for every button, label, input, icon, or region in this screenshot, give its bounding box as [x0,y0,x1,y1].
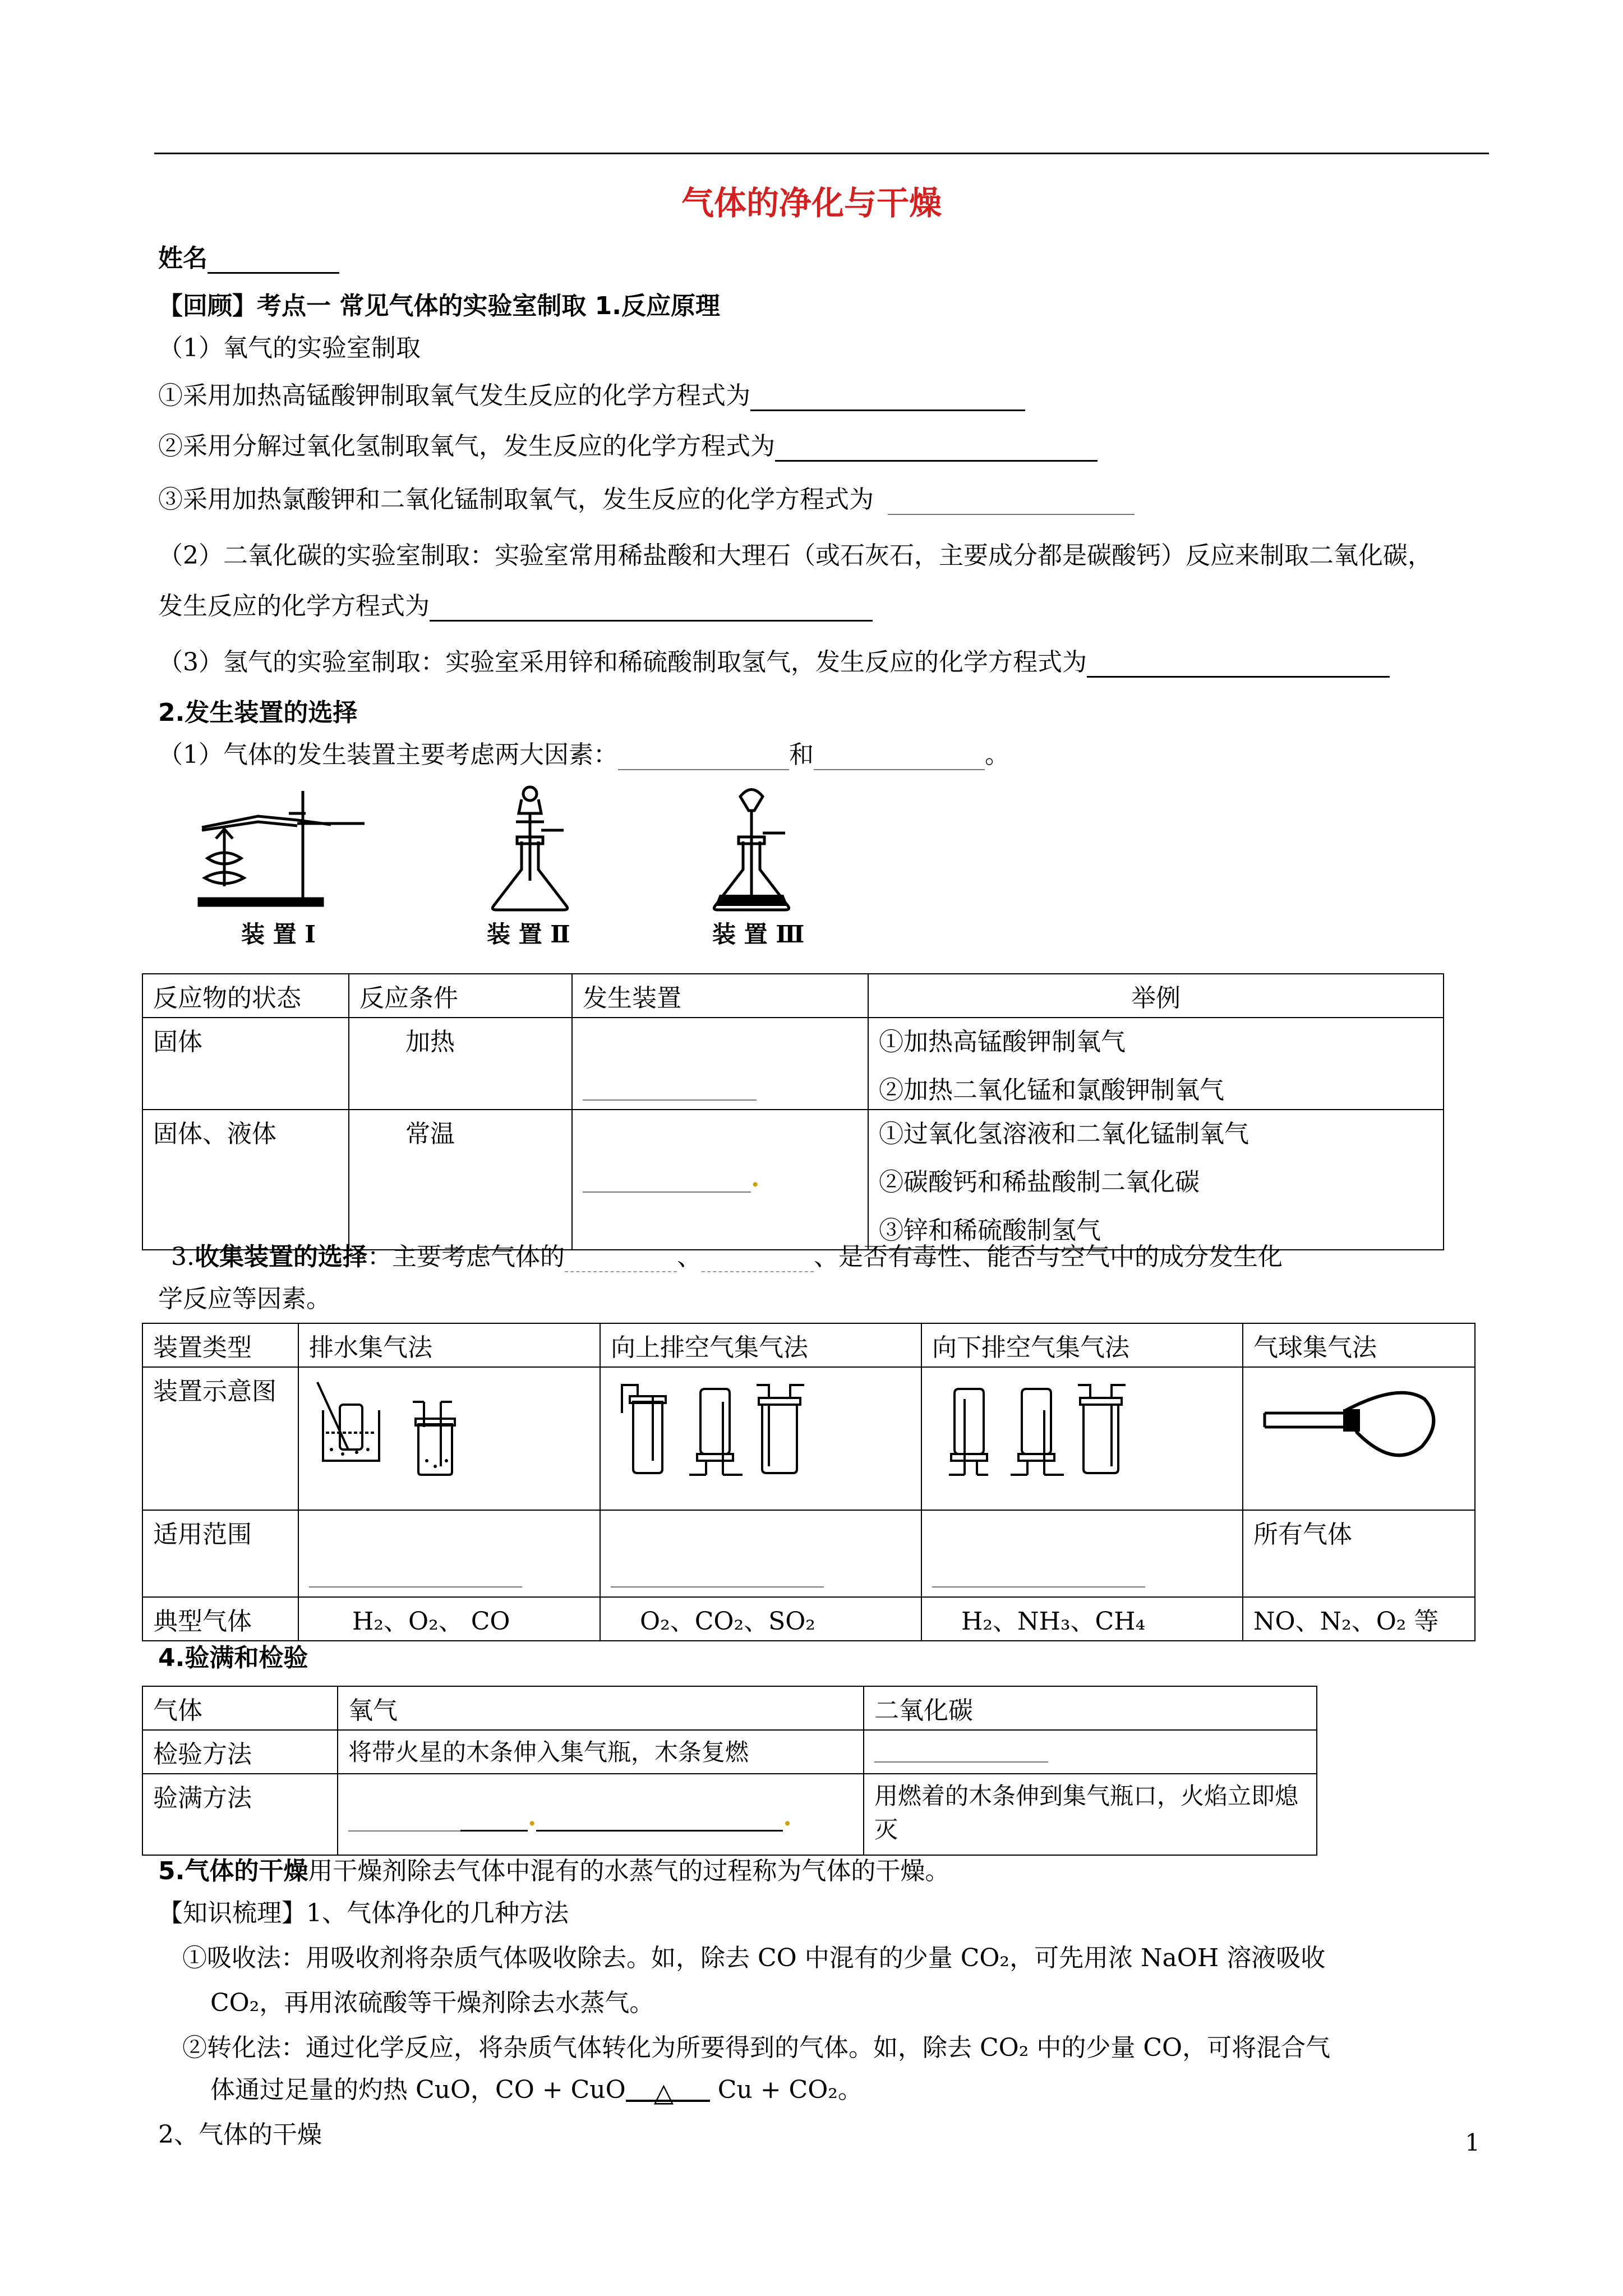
collection-table [142,1323,1476,1641]
condition-cell: 常温 [349,1110,572,1250]
header-cell: 气体 [142,1686,338,1730]
co2-line-1: （2）二氧化碳的实验室制取：实验室常用稀盐酸和大理石（或石灰石，主要成分都是碳酸钙）反应来制取二氧化碳， [158,541,1432,570]
oxygen-item-1 [158,381,1025,411]
method2-line2 [210,2076,863,2108]
full-co2-cell: 用燃着的木条伸到集气瓶口，火焰立即熄灭 [864,1774,1317,1855]
heat-condition [626,2077,710,2108]
factors-line [158,740,1009,770]
test-co2-cell [864,1730,1317,1774]
scope-cell: 所有气体 [1243,1510,1475,1597]
apparatus-3-drawing [714,790,789,910]
header-cell: 反应条件 [349,974,572,1018]
answer-blank[interactable] [618,747,789,770]
h2-line [158,648,1390,678]
state-cell: 固体 [142,1018,349,1110]
downward-air-diagram [932,1371,1156,1483]
answer-blank[interactable] [814,747,985,770]
table-row [142,1110,1444,1250]
answer-blank[interactable] [702,1249,814,1272]
answer-blank[interactable] [583,1099,757,1101]
water-displacement-diagram [309,1371,477,1483]
test-label-cell: 检验方法 [142,1730,338,1774]
name-line [158,244,339,274]
factors-prefix: （1）气体的发生装置主要考虑两大因素： [158,740,618,769]
generation-table [142,973,1444,1250]
balloon-diagram [1253,1371,1455,1483]
answer-blank[interactable] [348,1830,460,1832]
header-cell: 二氧化碳 [864,1686,1317,1730]
section3-bold: 收集装置的选择 [194,1243,367,1271]
page-title: 气体的净化与干燥 [681,184,942,222]
example-item: ③锌和稀硫酸制氢气 [879,1216,1101,1245]
marker-dot: . [751,1164,760,1193]
section3-num: 3. [171,1243,195,1271]
example-item: ②碳酸钙和稀盐酸制二氧化碳 [879,1168,1200,1197]
section2-heading: 2.发生装置的选择 [158,698,358,727]
page-number: 1 [1465,2129,1480,2156]
section5-bold: 5.气体的干燥 [158,1857,308,1885]
answer-blank[interactable] [874,1739,1048,1763]
header-cell: 发生装置 [572,974,868,1018]
test-table [142,1686,1317,1856]
answer-blank[interactable] [309,1586,522,1588]
scope-label-cell: 适用范围 [142,1510,298,1597]
scope-cell [921,1510,1243,1597]
section3-heading [171,1243,1283,1272]
apparatus-2-drawing [492,787,567,910]
example-item: ①加热高锰酸钾制氧气 [879,1028,1126,1056]
typical-cell: O₂、CO₂、SO₂ [600,1597,921,1641]
section3-sep: 、 [676,1243,702,1271]
condition-cell: 加热 [349,1018,572,1110]
drying-heading: 2、气体的干燥 [158,2120,322,2149]
answer-blank[interactable] [1087,654,1390,678]
diagram-label-cell: 装置示意图 [142,1367,298,1510]
oxygen-item-1-text: ①采用加热高锰酸钾制取氧气发生反应的化学方程式为 [158,381,750,410]
apparatus-label-3: 装 置 Ⅲ [712,921,805,948]
table-header-row [142,1323,1475,1367]
typical-cell: H₂、O₂、 CO [298,1597,600,1641]
diagram-cell [600,1367,921,1510]
method1-line1: ①吸收法：用吸收剂将杂质气体吸收除去。如，除去 CO 中混有的少量 CO₂，可先用浓 NaOH 溶液吸收 [182,1944,1326,1972]
table-row [142,1510,1475,1597]
co2-line-2 [158,592,873,622]
review-heading: 【回顾】考点一 常见气体的实验室制取 1.反应原理 [158,292,720,320]
example-item: ②加热二氧化锰和氯酸钾制氧气 [879,1076,1224,1105]
diagram-cell [298,1367,600,1510]
header-cell: 气球集气法 [1243,1323,1475,1367]
heat-triangle-icon: △ [653,2077,674,2108]
example-cell [868,1110,1444,1250]
apparatus-answer-cell [572,1110,868,1250]
table-row [142,1774,1317,1855]
section3-line2: 学反应等因素。 [158,1285,331,1313]
name-blank[interactable] [208,250,339,274]
test-o2-cell: 将带火星的木条伸入集气瓶，木条复燃 [338,1730,864,1774]
table-row [142,1018,1444,1110]
diagram-cell [1243,1367,1475,1510]
section5-heading [158,1857,949,1887]
oxygen-item-3-text: ③采用加热氯酸钾和二氧化锰制取氧气，发生反应的化学方程式为 [158,485,874,514]
apparatus-1-drawing [199,791,365,905]
marker-dot: . [528,1803,537,1832]
state-cell: 固体、液体 [142,1110,349,1250]
header-cell: 反应物的状态 [142,974,349,1018]
oxygen-item-2-text: ②采用分解过氧化氢制取氧气，发生反应的化学方程式为 [158,432,775,461]
header-cell: 装置类型 [142,1323,298,1367]
equation-right: Cu + CO₂。 [709,2076,863,2104]
diagram-cell [921,1367,1243,1510]
example-cell [868,1018,1444,1110]
header-cell: 向下排空气集气法 [921,1323,1243,1367]
answer-blank[interactable] [611,1586,824,1588]
header-cell: 氧气 [338,1686,864,1730]
section5-text: 用干燥剂除去气体中混有的水蒸气的过程称为气体的干燥。 [308,1857,950,1885]
table-row [142,1367,1475,1510]
apparatus-answer-cell [572,1018,868,1110]
answer-blank[interactable] [536,1830,783,1832]
method2-line1: ②转化法：通过化学反应，将杂质气体转化为所要得到的气体。如，除去 CO₂ 中的少量 CO，可将混合气 [182,2033,1331,2062]
upward-air-diagram [611,1371,835,1483]
knowledge-heading: 【知识梳理】1、气体净化的几种方法 [158,1899,569,1927]
apparatus-label-1: 装 置 Ⅰ [241,921,316,948]
table-header-row [142,1686,1317,1730]
answer-blank[interactable] [888,491,1135,515]
h2-line-text: （3）氢气的实验室制取：实验室采用锌和稀硫酸制取氢气，发生反应的化学方程式为 [158,648,1087,677]
method1-line2: CO₂，再用浓硫酸等干燥剂除去水蒸气。 [210,1989,654,2017]
header-cell: 举例 [868,974,1444,1018]
name-label: 姓名 [158,244,208,273]
co2-line-2-text: 发生反应的化学方程式为 [158,592,430,620]
oxygen-item-3 [158,485,1135,515]
answer-blank[interactable] [932,1586,1145,1588]
answer-blank[interactable] [583,1191,751,1193]
answer-blank[interactable] [750,387,1025,411]
oxygen-item-2 [158,432,1098,462]
answer-blank[interactable] [460,1830,528,1832]
table-row [142,1730,1317,1774]
example-item: ①过氧化氢溶液和二氧化锰制氧气 [879,1120,1249,1148]
apparatus-label-2: 装 置 Ⅱ [487,921,570,948]
answer-blank[interactable] [775,438,1098,462]
answer-blank[interactable] [565,1249,677,1272]
scope-cell [600,1510,921,1597]
marker-dot: . [783,1803,792,1832]
table-row [142,1597,1475,1641]
oxygen-heading: （1）氧气的实验室制取 [158,334,421,362]
section3-text1: ：主要考虑气体的 [367,1243,565,1271]
full-o2-cell [338,1774,864,1855]
factors-end: 。 [985,740,1009,769]
factors-and: 和 [789,740,814,769]
header-cell: 排水集气法 [298,1323,600,1367]
answer-blank[interactable] [430,597,873,622]
typical-label-cell: 典型气体 [142,1597,298,1641]
typical-cell: H₂、NH₃、CH₄ [921,1597,1243,1641]
full-label-cell: 验满方法 [142,1774,338,1855]
header-cell: 向上排空气集气法 [600,1323,921,1367]
typical-cell: NO、N₂、O₂ 等 [1243,1597,1475,1641]
scope-cell [298,1510,600,1597]
apparatus-illustrations [191,780,864,959]
section4-heading: 4.验满和检验 [158,1644,308,1672]
equation-line [626,2100,710,2102]
section3-text2: 、是否有毒性、能否与空气中的成分发生化 [813,1243,1283,1271]
table-header-row [142,974,1444,1018]
equation-left: 体通过足量的灼热 CuO，CO + CuO [210,2076,626,2104]
header-rule [154,153,1489,154]
